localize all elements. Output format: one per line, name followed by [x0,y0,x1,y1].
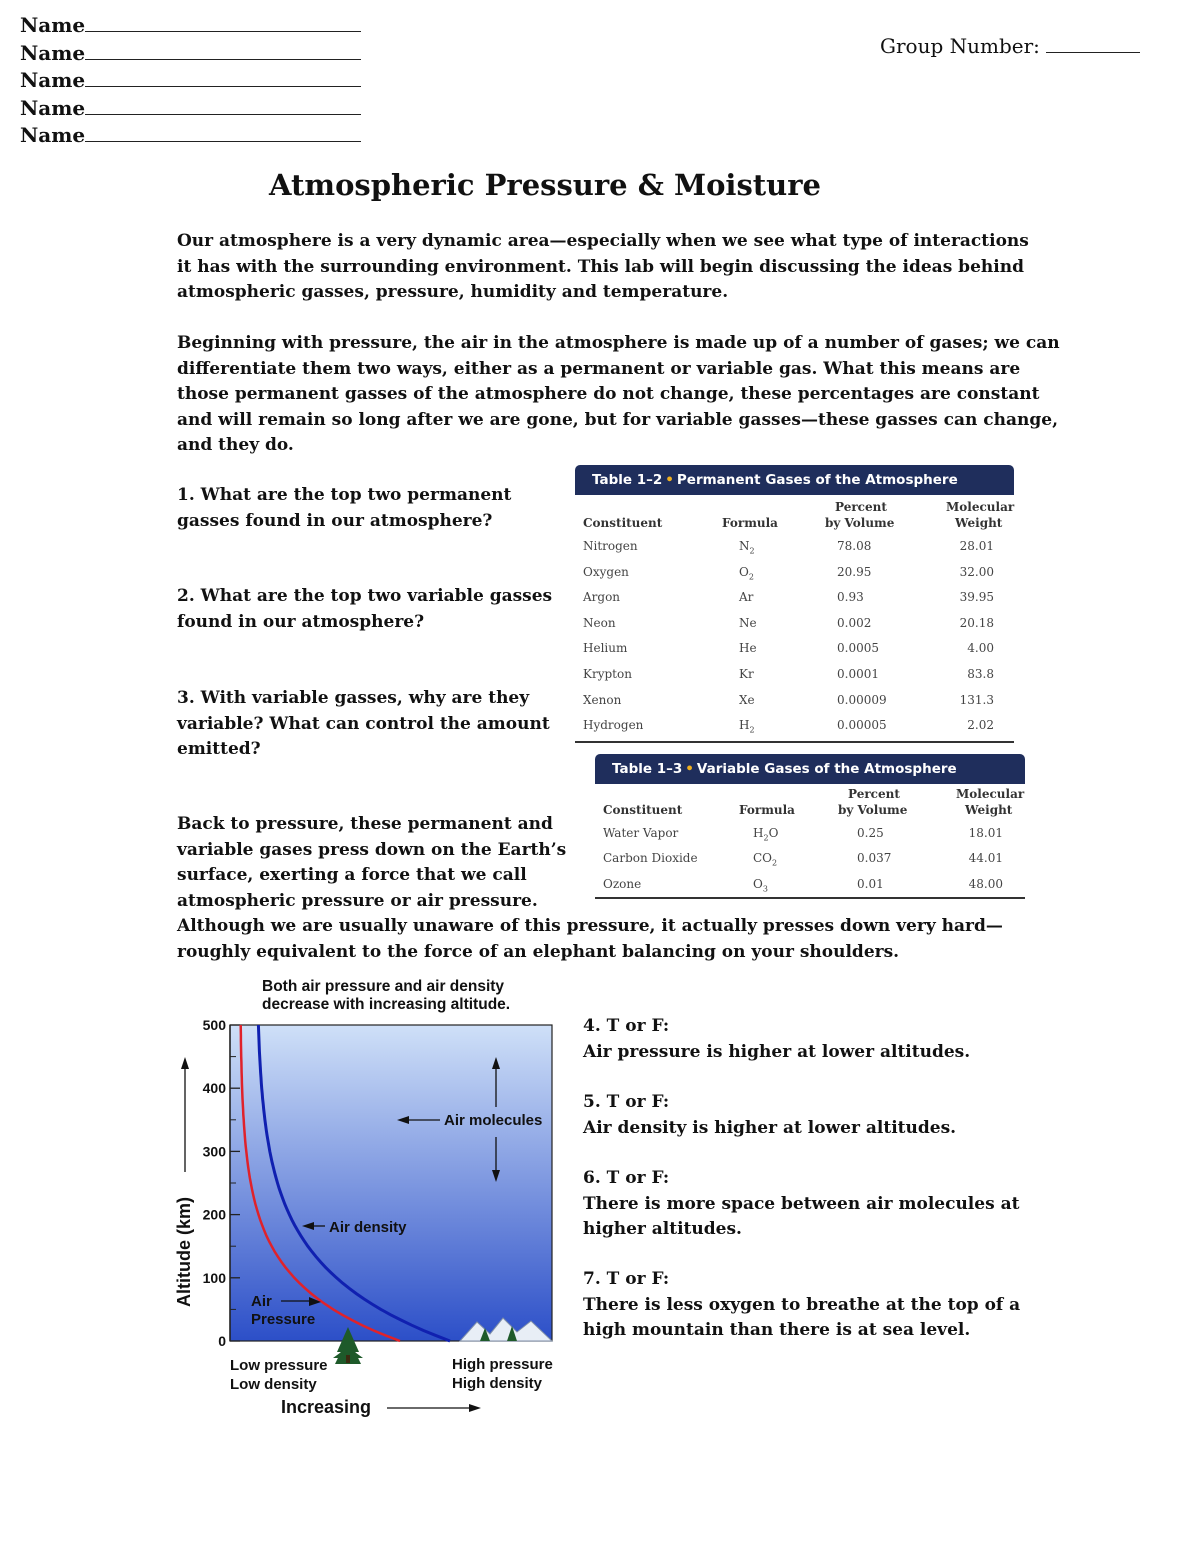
name-blank[interactable] [85,41,361,60]
table-row [595,822,1025,847]
name-blank[interactable] [85,96,361,115]
cell-constituent: Nitrogen [583,539,638,553]
bullet-icon: • [685,761,694,777]
table-row [575,535,1014,561]
cell-weight: 44.01 [968,851,1003,866]
table-row [575,561,1014,587]
name-row: Name [20,67,361,95]
cell-percent: 0.25 [857,826,884,840]
cell-weight: 4.00 [967,641,994,656]
name-fields [20,12,361,150]
tf-question-7: 7. T or F: There is less oxygen to breathe at the top of a high mountain than there is at sea level. [583,1269,1021,1340]
name-row: Name [20,95,361,123]
name-blank[interactable] [85,13,361,32]
y-tick-label: 500 [202,1017,226,1033]
cell-weight: 32.00 [959,564,994,579]
cell-formula: $CO_2$ [753,851,778,868]
name-row: Name [20,12,361,40]
cell-formula: $H_2O$ [753,826,779,843]
table-body [575,535,1014,740]
tf-question-6: 6. T or F: There is more space between air molecules at higher altitudes. [583,1168,1020,1239]
cell-percent: 0.002 [837,615,872,630]
table-column-headers: Constituent Formula Percent by Volume Molecular Weight [583,500,1015,530]
table-row [575,612,1014,638]
air-pressure-label-1: Air [251,1293,272,1310]
cell-percent: 20.95 [837,564,872,579]
cell-weight: 39.95 [959,590,994,605]
tf-question-5: 5. T or F: Air density is higher at lower altitudes. [583,1092,957,1138]
table-row [595,847,1025,872]
cell-percent: 0.93 [837,590,864,605]
y-tick-label: 200 [202,1206,226,1223]
table-bottom-rule [575,741,1014,743]
cell-weight: 131.3 [959,692,994,707]
y-tick-label: 400 [202,1080,226,1097]
table-bottom-rule [595,897,1025,899]
table-header: Table 1–3 • Variable Gases of the Atmosphere [595,754,1025,784]
cell-percent: 78.08 [837,539,872,553]
cell-constituent: Ozone [603,876,642,891]
y-tick-label: 300 [202,1143,226,1160]
intro-paragraph: Our atmosphere is a very dynamic area—especially when we see what type of interactions it has with the surrounding environment. This lab will begin discussing the ideas behind atmospheric gasses, pressure, humidity and temperature. [177,231,1029,302]
bullet-icon: • [665,472,674,488]
group-number-blank[interactable] [1046,34,1140,53]
table-permanent-gases [575,465,1014,744]
table-row [575,637,1014,663]
name-row: Name [20,122,361,150]
cell-percent: 0.037 [857,851,892,866]
cell-formula: Xe [739,692,755,707]
cell-constituent: Neon [583,615,616,630]
cell-constituent: Hydrogen [583,718,644,733]
pressure-paragraph: Beginning with pressure, the air in the atmosphere is made up of a number of gases; we can differentiate them two ways, either as a permanent or variable gas. What this means are those permanent gasses of the atmosphere do not change, these percentages are constant and will remain so long after we are gone, but for variable gasses—these gasses can change, and they do. [177,333,1060,455]
cell-weight: 2.02 [967,718,994,733]
table-row [575,663,1014,689]
question-2: 2. What are the top two variable gasses found in our atmosphere? [177,586,553,632]
cell-formula: Kr [739,666,754,681]
y-axis-label: Altitude (km) [174,1197,194,1307]
question-1: 1. What are the top two permanent gasses found in our atmosphere? [177,485,512,531]
cell-percent: 0.00005 [837,718,887,733]
table-row [575,714,1014,740]
page-title: Atmospheric Pressure & Moisture [269,168,821,202]
cell-weight: 18.01 [968,826,1003,840]
table-body [595,822,1025,898]
cell-formula: $O_3$ [753,876,768,894]
low-pressure-label: Low pressure [230,1357,328,1374]
graph-caption-line-2: decrease with increasing altitude. [262,996,511,1013]
table-row [575,689,1014,715]
low-density-label: Low density [230,1376,317,1393]
cell-constituent: Carbon Dioxide [603,851,698,866]
group-number: Group Number: [880,34,1140,58]
cell-percent: 0.0005 [837,641,879,656]
cell-formula: Ne [739,615,757,630]
cell-formula: $N_2$ [739,539,755,556]
cell-percent: 0.0001 [837,666,879,681]
table-header: Table 1–2 • Permanent Gases of the Atmosphere [575,465,1014,495]
arrow-up-icon [181,1057,189,1069]
tf-question-4: 4. T or F: Air pressure is higher at lower altitudes. [583,1016,971,1062]
increasing-label: Increasing [281,1397,372,1417]
cell-formula: $O_2$ [739,564,754,581]
cell-constituent: Krypton [583,666,632,681]
high-density-label: High density [452,1375,543,1392]
table-row [575,586,1014,612]
altitude-graph [165,972,565,1422]
table-row [595,873,1025,898]
arrow-right-icon [469,1404,481,1412]
cell-percent: 0.01 [857,876,884,891]
cell-constituent: Water Vapor [603,826,679,840]
cell-formula: Ar [739,590,754,605]
table-variable-gases [595,754,1025,900]
name-blank[interactable] [85,68,361,87]
cell-weight: 48.00 [968,876,1003,891]
cell-constituent: Argon [583,590,621,605]
name-row: Name [20,40,361,68]
graph-caption-line-1: Both air pressure and air density [262,978,505,995]
cell-weight: 28.01 [959,539,994,553]
cell-formula: He [739,641,757,656]
cell-weight: 83.8 [967,666,994,681]
question-3: 3. With variable gasses, why are they variable? What can control the amount emitted? [177,688,550,759]
table-column-headers: Constituent Formula Percent by Volume Molecular Weight [603,787,1025,817]
name-blank[interactable] [85,123,361,142]
air-density-label: Air density [329,1219,407,1236]
air-pressure-label-2: Pressure [251,1311,316,1328]
back-to-pressure-paragraph: Back to pressure, these permanent and variable gases press down on the Earth’s surface, exerting a force that we call atmospheric pressure or air pressure. Although we are usually unaware of this pressure, it actually presses down very hard— roughly equivalent to the force of an elephant balancing on your shoulders. [177,814,1003,962]
y-tick-label: 0 [218,1333,226,1349]
cell-percent: 0.00009 [837,692,887,707]
cell-constituent: Oxygen [583,564,629,579]
high-pressure-label: High pressure [452,1356,553,1373]
cell-constituent: Xenon [583,692,622,707]
cell-weight: 20.18 [959,615,994,630]
y-tick-label: 100 [202,1269,226,1286]
air-molecules-label: Air molecules [444,1112,543,1129]
cell-constituent: Helium [583,641,628,656]
cell-formula: $H_2$ [739,718,755,735]
